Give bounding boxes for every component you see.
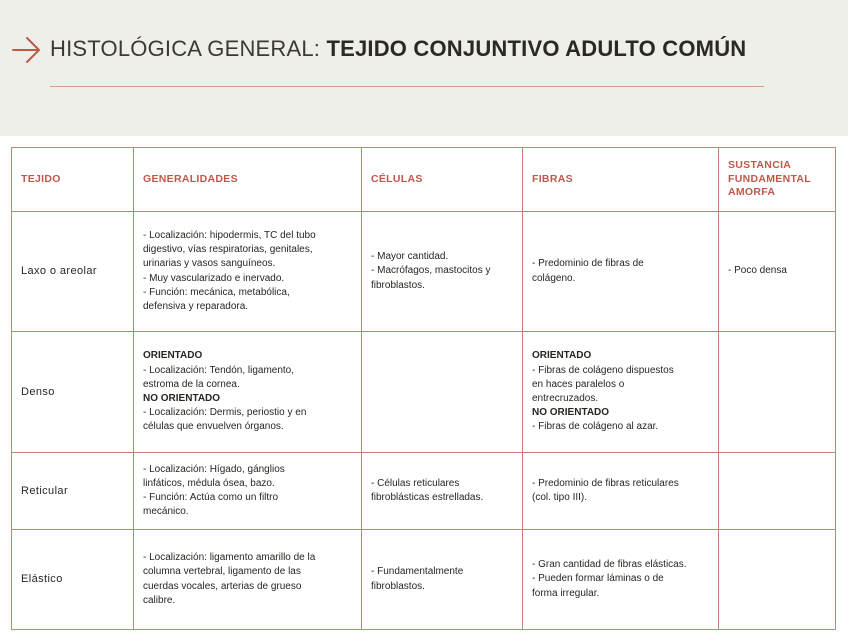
cell-celulas xyxy=(362,530,523,630)
cell-line: células que envuelven órganos. xyxy=(143,421,284,433)
cell-line: - Células reticulares xyxy=(371,477,460,489)
cell-fibras xyxy=(523,332,719,453)
header-sustancia-line: AMORFA xyxy=(728,186,776,199)
cell-line: fibroblastos. xyxy=(371,279,425,291)
cell-line: - Mayor cantidad. xyxy=(371,251,449,263)
cell-line: digestivo, vías respiratorias, genitales, xyxy=(143,244,313,256)
arrow-right-icon xyxy=(11,36,43,64)
cell-fibras xyxy=(523,453,719,530)
cell-line: - Localización: Dermis, periostio y en xyxy=(143,407,307,419)
cell-line: fibroblásticas estrelladas. xyxy=(371,492,484,503)
cell-line: - Macrófagos, mastocitos y xyxy=(371,265,491,277)
cell-line: forma irregular. xyxy=(532,587,600,599)
cell-line: - Gran cantidad de fibras elásticas. xyxy=(532,559,687,571)
cell-line: - Fundamentalmente xyxy=(371,566,464,578)
cell-line: - Función: mecánica, metabólica, xyxy=(143,286,290,298)
cell-line: - Localización: Hígado, gánglios xyxy=(143,463,285,475)
cell-celulas xyxy=(362,212,523,332)
cell-line: - Predominio de fibras de xyxy=(532,258,644,270)
cell-line: (col. tipo III). xyxy=(532,492,588,503)
cell-line: ORIENTADO xyxy=(143,350,203,362)
header-sustancia xyxy=(719,148,836,212)
cell-fibras xyxy=(523,530,719,630)
cell-line: ORIENTADO xyxy=(532,350,592,362)
tissue-name: Elástico xyxy=(12,530,134,630)
tissue-name: Laxo o areolar xyxy=(12,212,134,332)
cell-line: en haces paralelos o xyxy=(532,378,625,390)
cell-line: NO ORIENTADO xyxy=(143,393,221,404)
cell-celulas xyxy=(362,332,523,453)
cell-celulas xyxy=(362,453,523,530)
header-generalidades: GENERALIDADES xyxy=(134,148,362,212)
cell-line: - Fibras de colágeno al azar. xyxy=(532,421,659,433)
tissue-name: Denso xyxy=(12,332,134,453)
title-prefix: HISTOLÓGICA GENERAL: xyxy=(50,36,327,61)
cell-line: estroma de la cornea. xyxy=(143,378,240,390)
header-celulas: CÉLULAS xyxy=(362,148,523,212)
cell-line: entrecruzados. xyxy=(532,393,599,404)
cell-sustancia xyxy=(719,212,836,332)
cell-sustancia xyxy=(719,453,836,530)
cell-line: - Localización: ligamento amarillo de la xyxy=(143,552,316,564)
tissue-name: Reticular xyxy=(12,453,134,530)
cell-fibras xyxy=(523,212,719,332)
cell-line: - Localización: hipodermis, TC del tubo xyxy=(143,229,316,241)
header-tejido: TEJIDO xyxy=(12,148,134,212)
title-underline xyxy=(50,86,764,87)
cell-line: - Muy vascularizado e inervado. xyxy=(143,272,285,284)
cell-line: defensiva y reparadora. xyxy=(143,300,249,312)
title-emphasis: TEJIDO CONJUNTIVO ADULTO COMÚN xyxy=(326,36,747,61)
cell-line: mecánico. xyxy=(143,506,189,518)
cell-generalidades xyxy=(134,212,362,332)
cell-line: - Localización: Tendón, ligamento, xyxy=(143,364,295,376)
table-row xyxy=(12,453,836,530)
cell-line: - Predominio de fibras reticulares xyxy=(532,477,679,489)
table-row xyxy=(12,332,836,453)
cell-line: NO ORIENTADO xyxy=(532,407,610,419)
cell-generalidades xyxy=(134,332,362,453)
cell-line: columna vertebral, ligamento de las xyxy=(143,566,301,578)
table-header-row xyxy=(12,148,836,212)
cell-line: - Función: Actúa como un filtro xyxy=(143,492,279,503)
header-sustancia-line: FUNDAMENTAL xyxy=(728,172,812,185)
cell-generalidades xyxy=(134,453,362,530)
histology-table xyxy=(11,147,836,630)
table-row xyxy=(12,212,836,332)
cell-generalidades xyxy=(134,530,362,630)
cell-line: linfáticos, médula ósea, bazo. xyxy=(143,477,275,489)
cell-line: - Pueden formar láminas o de xyxy=(532,573,664,585)
cell-line: colágeno. xyxy=(532,272,576,284)
cell-line: - Fibras de colágeno dispuestos xyxy=(532,364,674,376)
page-title xyxy=(50,34,746,64)
cell-sustancia xyxy=(719,332,836,453)
header-fibras: FIBRAS xyxy=(523,148,719,212)
cell-line: - Poco densa xyxy=(728,265,787,277)
cell-line: cuerdas vocales, arterias de grueso xyxy=(143,580,302,592)
table-row xyxy=(12,530,836,630)
cell-line: urinarias y vasos sanguíneos. xyxy=(143,258,276,270)
header-band xyxy=(0,0,848,136)
cell-line: fibroblastos. xyxy=(371,580,425,592)
header-sustancia-line: SUSTANCIA xyxy=(728,159,792,172)
cell-sustancia xyxy=(719,530,836,630)
cell-line: calibre. xyxy=(143,594,176,606)
